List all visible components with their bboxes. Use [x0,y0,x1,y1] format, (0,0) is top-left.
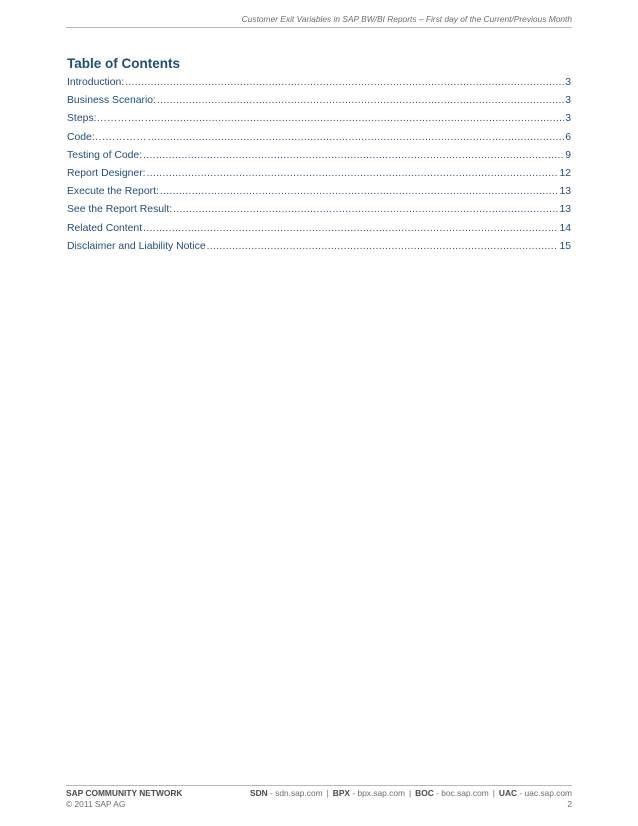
footer-link-sdn[interactable]: SDN - sdn.sap.com [249,788,323,798]
toc-entry-label: Testing of Code: [67,149,143,161]
toc-dot-leader [148,132,565,143]
toc-entry-label: Execute the Report: [67,186,159,198]
footer-page-number: 2 [567,799,572,809]
toc-dot-leader [157,95,564,106]
toc-dot-leader [207,241,559,252]
toc-dot-leader [147,168,559,179]
page-footer [66,785,572,810]
toc-entry-page: 6 [565,131,571,143]
toc-entry-page: 3 [565,95,571,107]
toc-entry-introduction[interactable] [67,77,571,95]
toc-entry-code[interactable] [67,132,571,150]
toc-entry-report-designer[interactable] [67,168,571,186]
toc-dot-leader [160,186,559,197]
footer-copyright: © 2011 SAP AG [66,799,126,809]
toc-entry-label: Business Scenario: [67,95,156,107]
toc-entry-label: Disclaimer and Liability Notice [67,240,206,252]
toc-entry-business-scenario[interactable] [67,95,571,113]
toc-entry-page: 3 [565,113,571,125]
toc-entry-page: 12 [559,167,571,179]
toc-entry-page: 13 [559,204,571,216]
toc-entry-page: 14 [559,222,571,234]
toc-entry-page: 3 [565,77,571,88]
toc-dot-leader [145,113,564,124]
footer-links: SDN - sdn.sap.com | BPX - bpx.sap.com | BOC - boc.sap.com | UAC - uac.sap.com [249,788,572,798]
toc-entry-see-the-report-result[interactable] [67,204,571,222]
toc-entry-label: Steps:………….. [67,113,144,125]
toc-entry-page: 13 [559,186,571,198]
toc-entry-label: See the Report Result: [67,204,173,216]
footer-link-boc[interactable]: BOC - boc.sap.com [415,788,489,798]
footer-link-uac[interactable]: UAC - uac.sap.com [498,788,572,798]
toc-entry-testing-of-code[interactable] [67,150,571,168]
toc-entry-label: Related Content [67,222,143,234]
toc-entry-page: 15 [559,240,571,252]
page-header [66,14,572,28]
toc-entry-page: 9 [565,149,571,161]
toc-entry-related-content[interactable] [67,223,571,241]
toc-entry-label: Report Designer: [67,167,146,179]
toc-dot-leader [125,77,564,88]
header-title: Customer Exit Variables in SAP BW/BI Reports – First day of the Current/Previous Month [241,14,572,24]
toc-entry-label: Introduction: [67,77,125,88]
toc-entry-label: Code:…………… [67,131,147,143]
toc-list [67,77,571,259]
footer-link-bpx[interactable]: BPX - bpx.sap.com [332,788,405,798]
toc-entry-steps[interactable] [67,113,571,131]
toc-entry-execute-the-report[interactable] [67,186,571,204]
toc-dot-leader [143,150,564,161]
toc-dot-leader [173,204,558,215]
toc-entry-disclaimer[interactable] [67,241,571,259]
toc-title: Table of Contents [67,56,180,71]
toc-dot-leader [143,223,558,234]
footer-network-name: SAP COMMUNITY NETWORK [66,788,183,798]
